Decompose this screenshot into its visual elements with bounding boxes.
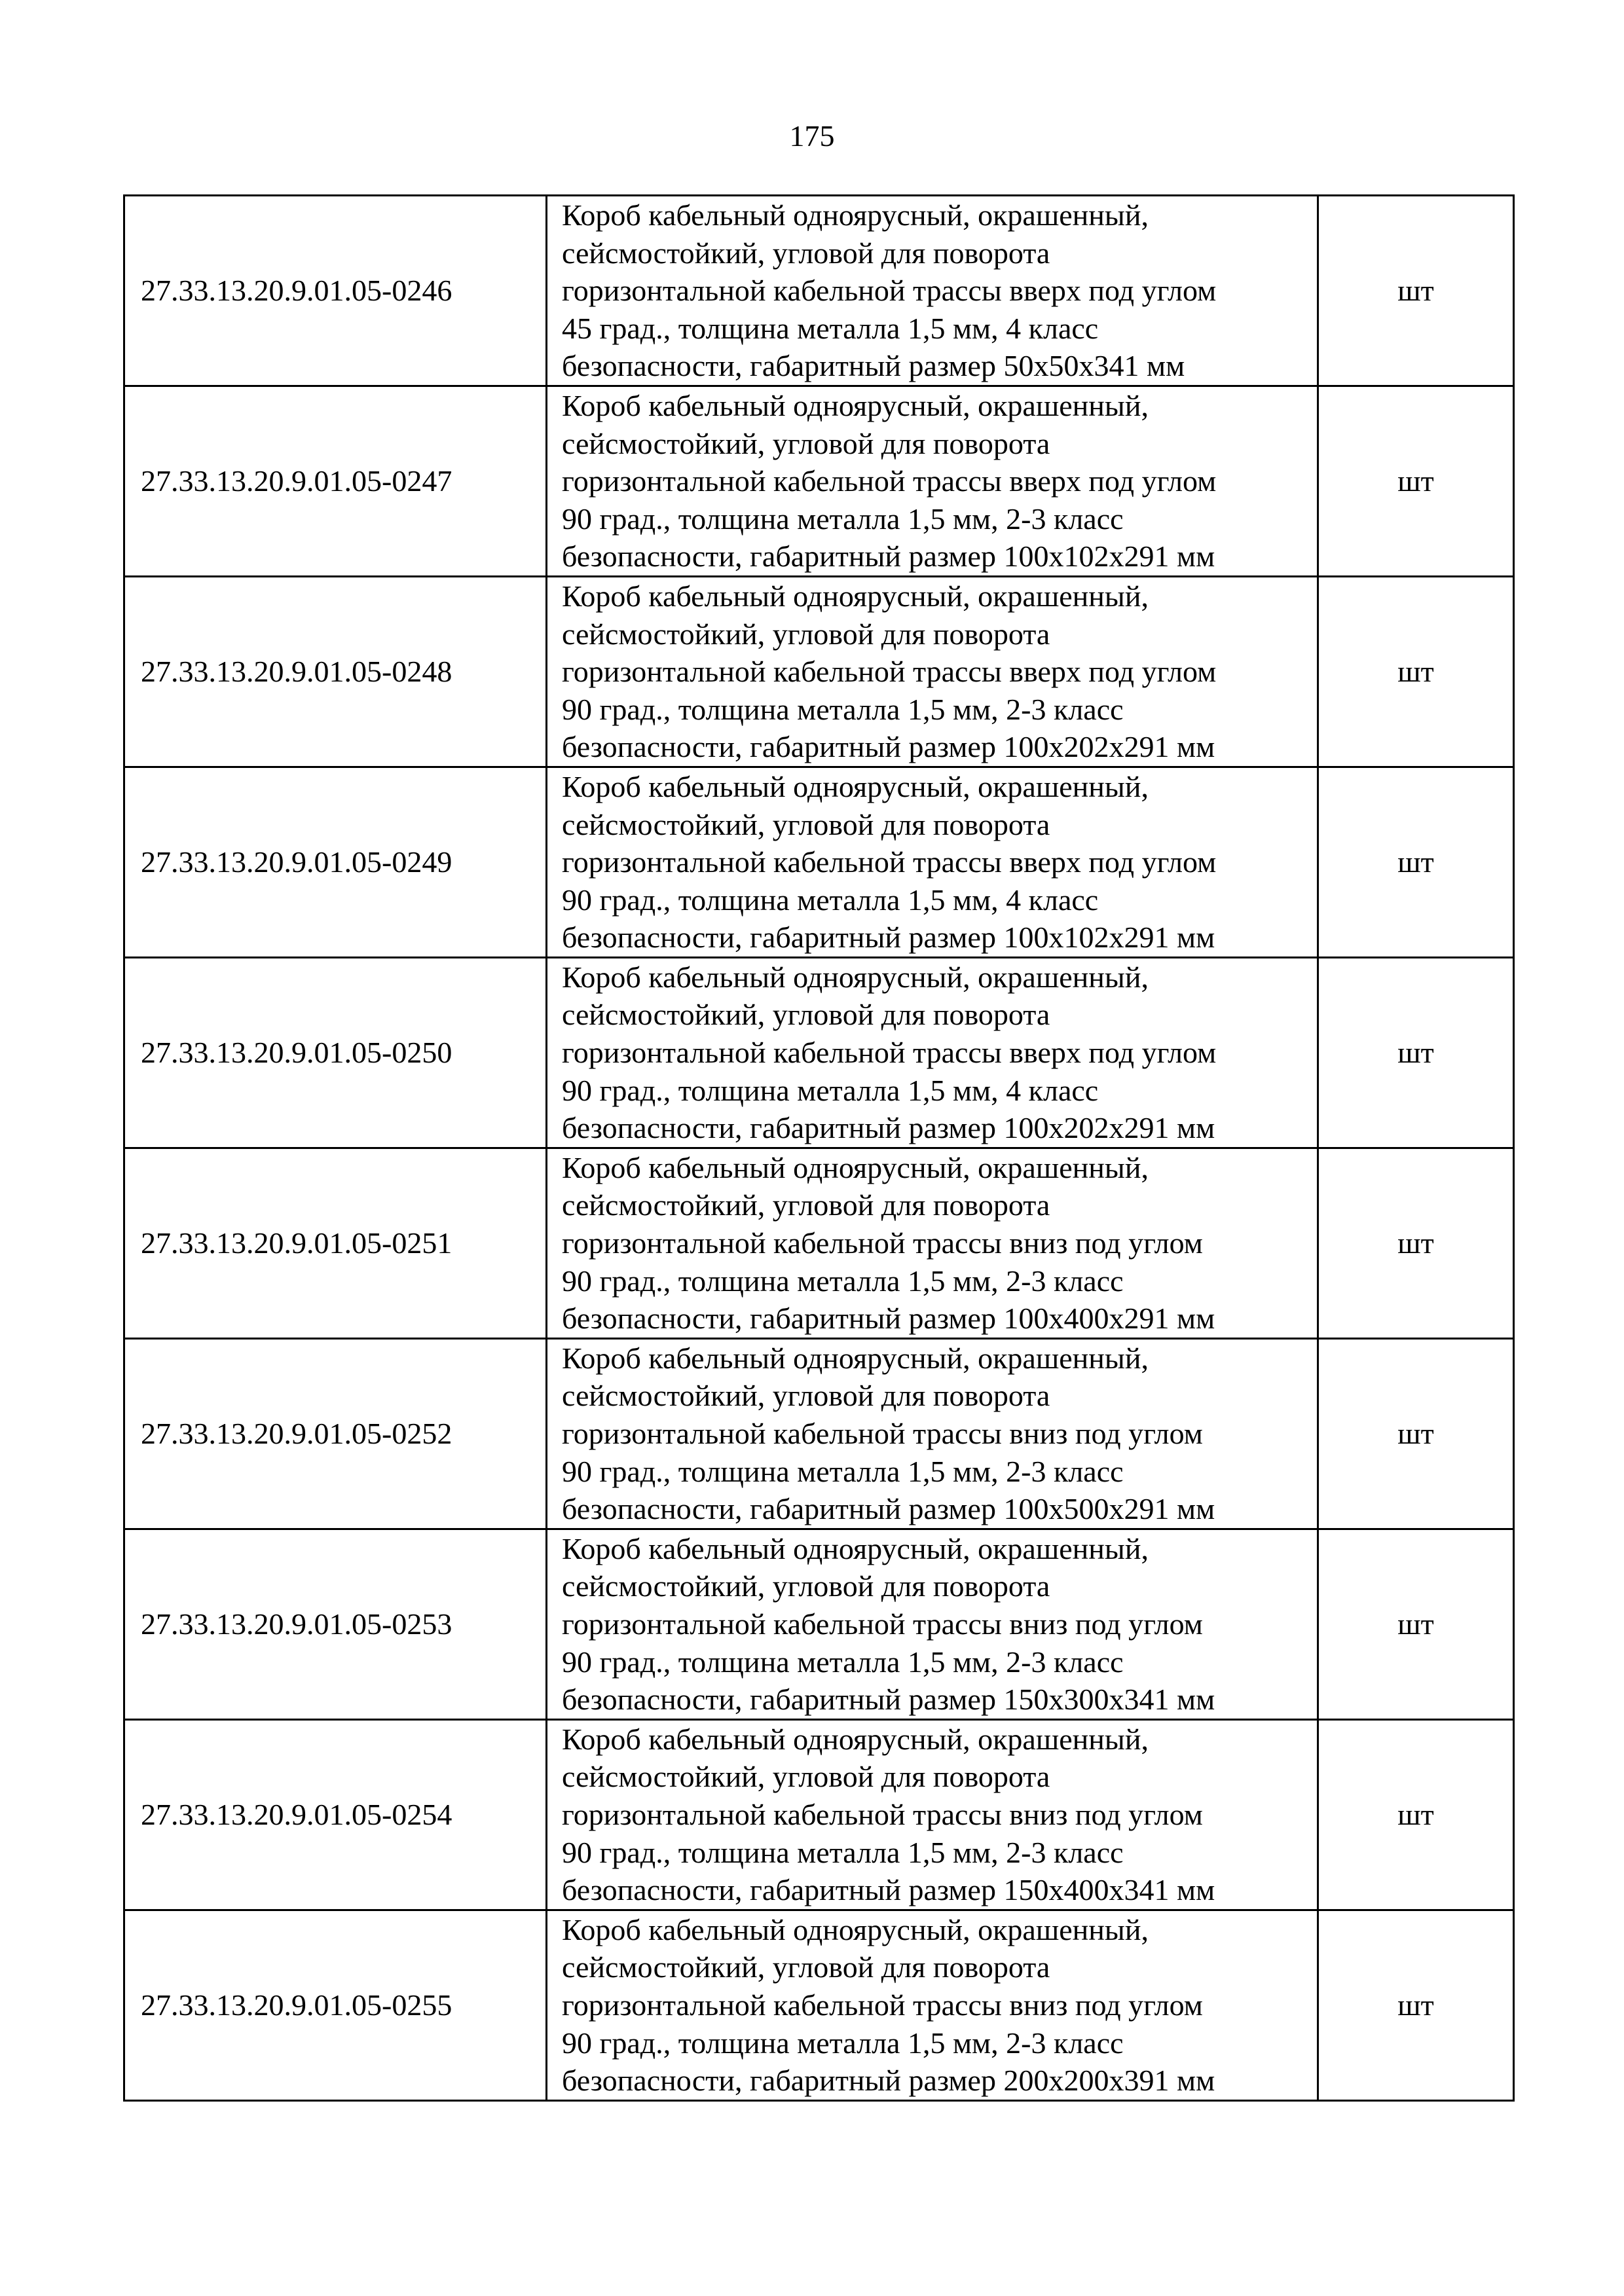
resource-code: 27.33.13.20.9.01.05-0247 [124, 386, 547, 576]
description-line: безопасности, габаритный размер 100х102х291 мм [562, 920, 1215, 955]
resource-description [547, 767, 1318, 957]
resource-description [547, 1529, 1318, 1719]
description-line: сейсмостойкий, угловой для поворота [562, 1379, 1050, 1413]
description-line: 45 град., толщина металла 1,5 мм, 4 класс [562, 311, 1099, 345]
description-line: безопасности, габаритный размер 100х102х291 мм [562, 539, 1215, 574]
description-line: горизонтальной кабельной трассы вверх под углом [562, 464, 1217, 498]
description-line: Короб кабельный одноярусный, окрашенный, [562, 1912, 1149, 1946]
description-line: Короб кабельный одноярусный, окрашенный, [562, 960, 1149, 994]
description-line: сейсмостойкий, угловой для поворота [562, 1760, 1050, 1794]
resource-description [547, 1910, 1318, 2100]
description-line: 90 град., толщина металла 1,5 мм, 2-3 класс [562, 2026, 1124, 2060]
description-line: 90 град., толщина металла 1,5 мм, 2-3 класс [562, 1835, 1124, 1869]
description-line: сейсмостойкий, угловой для поворота [562, 807, 1050, 841]
description-line: Короб кабельный одноярусный, окрашенный, [562, 388, 1149, 422]
description-line: 90 град., толщина металла 1,5 мм, 2-3 класс [562, 501, 1124, 536]
description-line: Короб кабельный одноярусный, окрашенный, [562, 1341, 1149, 1375]
description-line: горизонтальной кабельной трассы вниз под углом [562, 1797, 1203, 1831]
resource-code: 27.33.13.20.9.01.05-0248 [124, 576, 547, 767]
description-line: Короб кабельный одноярусный, окрашенный, [562, 769, 1149, 803]
unit-of-measure: шт [1318, 1338, 1514, 1529]
description-line: Короб кабельный одноярусный, окрашенный, [562, 1531, 1149, 1565]
resource-code: 27.33.13.20.9.01.05-0252 [124, 1338, 547, 1529]
resource-code: 27.33.13.20.9.01.05-0246 [124, 196, 547, 386]
unit-of-measure: шт [1318, 1529, 1514, 1719]
description-line: сейсмостойкий, угловой для поворота [562, 426, 1050, 460]
description-line: 90 град., толщина металла 1,5 мм, 2-3 класс [562, 1454, 1124, 1488]
unit-of-measure: шт [1318, 196, 1514, 386]
unit-of-measure: шт [1318, 957, 1514, 1148]
description-line: горизонтальной кабельной трассы вниз под углом [562, 1607, 1203, 1641]
resource-table [123, 194, 1515, 2102]
table-row [124, 576, 1514, 767]
page-number: 175 [789, 119, 835, 153]
unit-of-measure: шт [1318, 767, 1514, 957]
description-line: горизонтальной кабельной трассы вверх под углом [562, 1036, 1217, 1070]
resource-description [547, 1338, 1318, 1529]
resource-code: 27.33.13.20.9.01.05-0250 [124, 957, 547, 1148]
description-line: Короб кабельный одноярусный, окрашенный, [562, 579, 1149, 613]
table-row [124, 1529, 1514, 1719]
unit-of-measure: шт [1318, 1910, 1514, 2100]
unit-of-measure: шт [1318, 1148, 1514, 1338]
table-row [124, 767, 1514, 957]
table-row [124, 386, 1514, 576]
unit-of-measure: шт [1318, 576, 1514, 767]
table-row [124, 957, 1514, 1148]
table-row [124, 1148, 1514, 1338]
description-line: 90 град., толщина металла 1,5 мм, 2-3 класс [562, 1264, 1124, 1298]
description-line: безопасности, габаритный размер 100х202х291 мм [562, 730, 1215, 764]
table-row [124, 1910, 1514, 2100]
table-row [124, 1338, 1514, 1529]
resource-description [547, 576, 1318, 767]
resource-description [547, 1719, 1318, 1910]
description-line: горизонтальной кабельной трассы вниз под углом [562, 1988, 1203, 2022]
description-line: безопасности, габаритный размер 200х200х391 мм [562, 2064, 1215, 2098]
resource-code: 27.33.13.20.9.01.05-0251 [124, 1148, 547, 1338]
description-line: Короб кабельный одноярусный, окрашенный, [562, 1722, 1149, 1756]
description-line: 90 град., толщина металла 1,5 мм, 2-3 класс [562, 1645, 1124, 1679]
table-row [124, 196, 1514, 386]
description-line: 90 град., толщина металла 1,5 мм, 4 класс [562, 1073, 1099, 1107]
description-line: безопасности, габаритный размер 100х202х291 мм [562, 1111, 1215, 1145]
unit-of-measure: шт [1318, 1719, 1514, 1910]
description-line: сейсмостойкий, угловой для поворота [562, 1188, 1050, 1222]
description-line: горизонтальной кабельной трассы вверх под углом [562, 274, 1217, 308]
description-line: сейсмостойкий, угловой для поворота [562, 236, 1050, 270]
description-line: горизонтальной кабельной трассы вниз под углом [562, 1417, 1203, 1450]
description-line: сейсмостойкий, угловой для поворота [562, 1950, 1050, 1984]
description-line: сейсмостойкий, угловой для поворота [562, 998, 1050, 1032]
description-line: безопасности, габаритный размер 100х400х291 мм [562, 1302, 1215, 1336]
resource-description [547, 386, 1318, 576]
description-line: 90 град., толщина металла 1,5 мм, 2-3 класс [562, 692, 1124, 726]
description-line: 90 град., толщина металла 1,5 мм, 4 класс [562, 883, 1099, 917]
resource-description [547, 957, 1318, 1148]
unit-of-measure: шт [1318, 386, 1514, 576]
description-line: горизонтальной кабельной трассы вверх под углом [562, 655, 1217, 689]
resource-code: 27.33.13.20.9.01.05-0249 [124, 767, 547, 957]
resource-description [547, 196, 1318, 386]
description-line: сейсмостойкий, угловой для поворота [562, 617, 1050, 651]
resource-description [547, 1148, 1318, 1338]
table-row [124, 1719, 1514, 1910]
resource-code: 27.33.13.20.9.01.05-0253 [124, 1529, 547, 1719]
description-line: сейсмостойкий, угловой для поворота [562, 1569, 1050, 1603]
description-line: Короб кабельный одноярусный, окрашенный, [562, 198, 1149, 232]
description-line: горизонтальной кабельной трассы вниз под углом [562, 1226, 1203, 1260]
description-line: Короб кабельный одноярусный, окрашенный, [562, 1150, 1149, 1184]
description-line: безопасности, габаритный размер 100х500х291 мм [562, 1492, 1215, 1526]
description-line: горизонтальной кабельной трассы вверх под углом [562, 845, 1217, 879]
description-line: безопасности, габаритный размер 150х300х341 мм [562, 1683, 1215, 1717]
description-line: безопасности, габаритный размер 150х400х341 мм [562, 1873, 1215, 1907]
description-line: безопасности, габаритный размер 50х50х341 мм [562, 349, 1185, 383]
resource-code: 27.33.13.20.9.01.05-0254 [124, 1719, 547, 1910]
resource-code: 27.33.13.20.9.01.05-0255 [124, 1910, 547, 2100]
